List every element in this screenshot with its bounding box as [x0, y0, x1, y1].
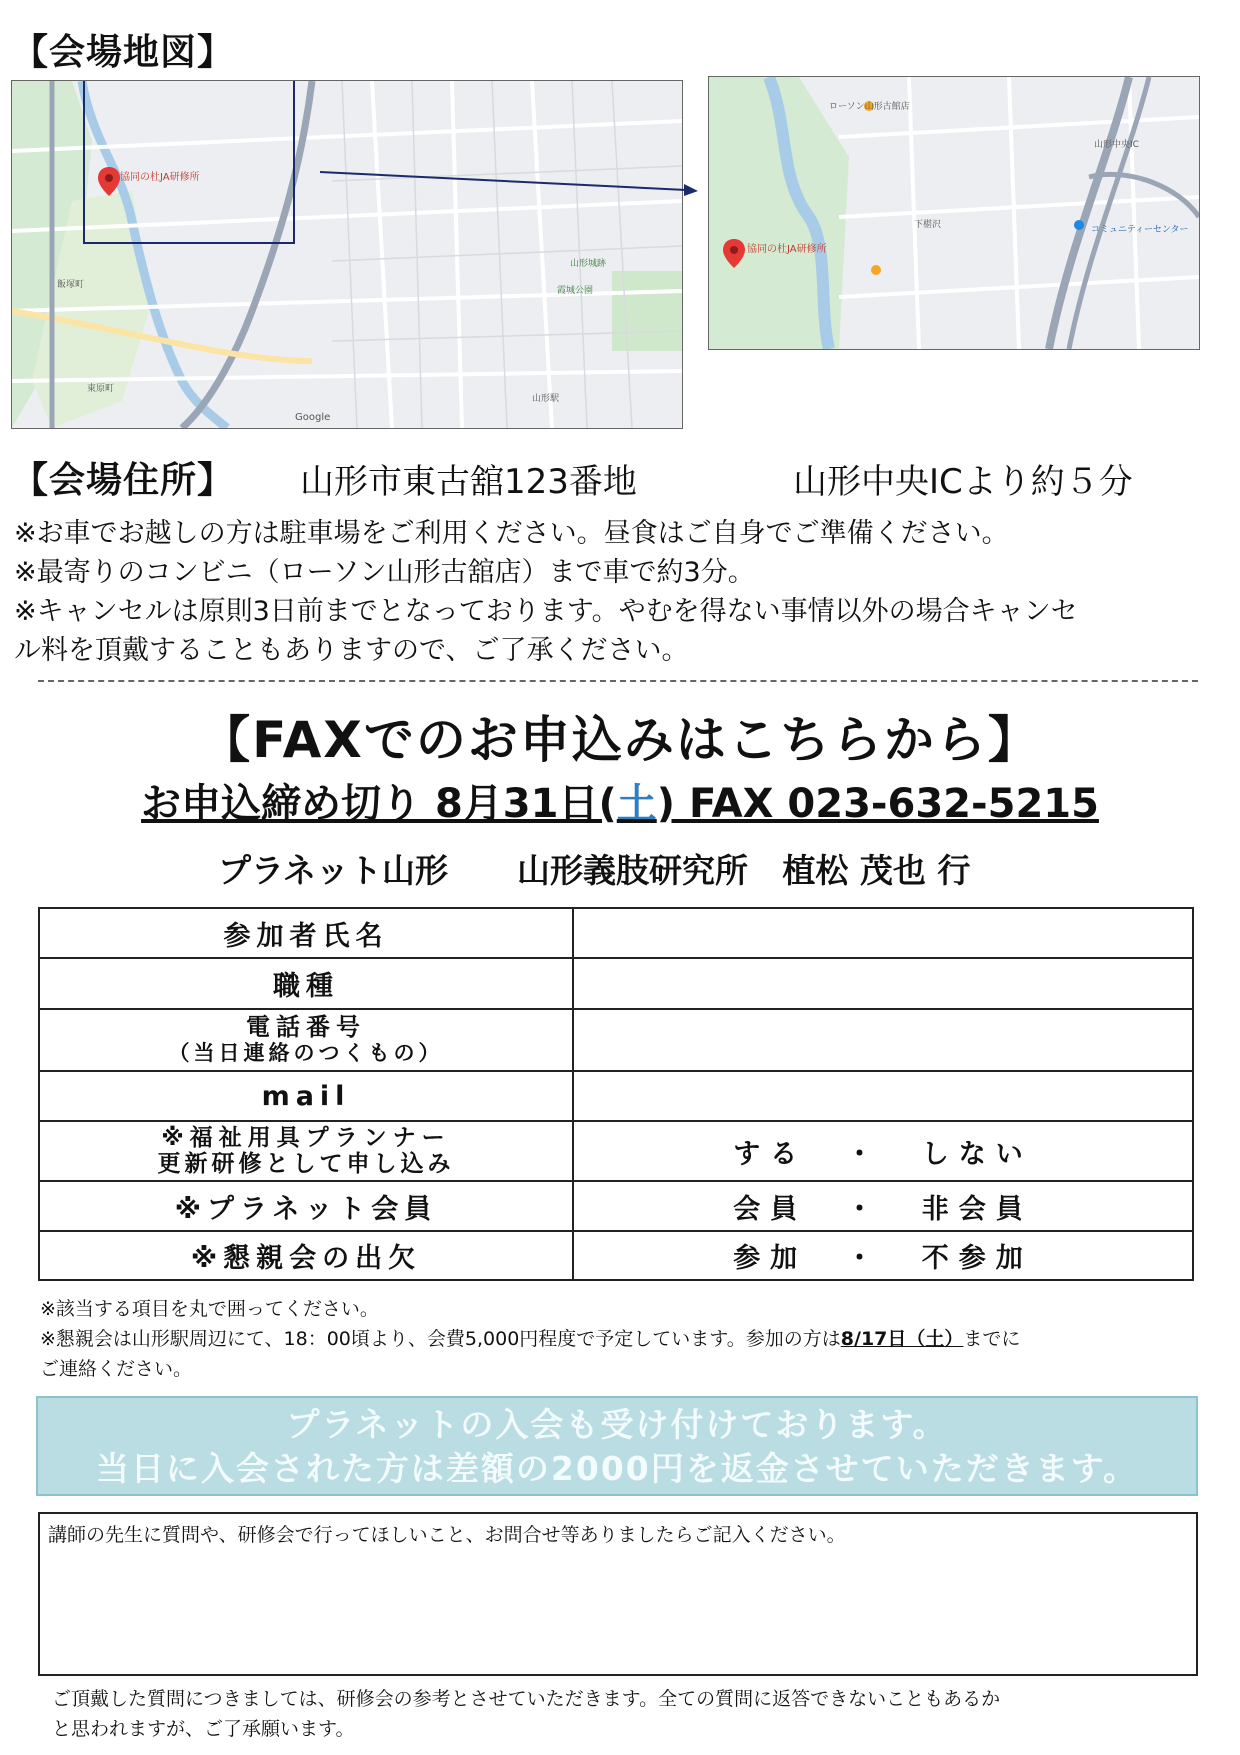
label-member: ※プラネット会員 [39, 1181, 573, 1231]
deadline [141, 781, 1099, 827]
map-detail[interactable] [708, 76, 1200, 350]
form-row-mail [39, 1071, 1193, 1121]
map-detail-place-3: 下椹沢 [914, 220, 942, 230]
label-planner-main: ※福祉用具プランナー [161, 1125, 451, 1151]
notes-block [14, 514, 1078, 670]
form-row-planner [39, 1121, 1193, 1181]
question-prompt: 講師の先生に質問や、研修会で行ってほしいこと、お問合せ等ありましたらご記入ください。 [48, 1524, 846, 1546]
form-note-3: ご連絡ください。 [40, 1358, 193, 1380]
fax-recipient: プラネット山形 山形義肢研究所 植松 茂也 行 [218, 851, 971, 890]
social-options[interactable]: 参加 ・ 不参加 [573, 1231, 1193, 1280]
venue-address: 山形市東古舘123番地 [300, 462, 637, 502]
map-detail-place-4: ローソン山形古館店 [829, 102, 910, 112]
form-note-2-suffix: までに [963, 1328, 1021, 1350]
map-detail-place-1: 山形中央IC [1094, 140, 1139, 150]
footer-line-2: と思われますが、ご了承願います。 [52, 1718, 355, 1740]
map-place-2: 霞城公園 [557, 286, 594, 296]
map-overview[interactable] [11, 80, 683, 429]
deadline-suffix: ) FAX 023-632-5215 [656, 781, 1099, 827]
google-logo: Google [295, 412, 331, 423]
form-row-occupation [39, 958, 1193, 1009]
field-occupation[interactable] [573, 958, 1193, 1009]
label-participant-name: 参加者氏名 [39, 908, 573, 958]
map-detail-place-2: コミュニティーセンター [1091, 225, 1189, 235]
cut-line [38, 680, 1198, 682]
banner-line-2: 当日に入会された方は差額の2000円を返金させていただきます。 [95, 1449, 1139, 1488]
label-social: ※懇親会の出欠 [39, 1231, 573, 1280]
form-note-2 [40, 1324, 1020, 1354]
question-box[interactable] [38, 1512, 1198, 1676]
member-options[interactable]: 会員 ・ 非会員 [573, 1181, 1193, 1231]
form-row-member [39, 1181, 1193, 1231]
label-phone-main: 電話番号 [246, 1013, 366, 1041]
label-occupation: 職種 [39, 958, 573, 1009]
label-mail: mail [39, 1071, 573, 1121]
fax-heading: 【FAXでのお申込みはこちらから】 [200, 711, 1040, 769]
application-form [38, 907, 1194, 1281]
deadline-prefix: お申込締め切り 8月31日( [141, 781, 617, 827]
planner-options[interactable]: する ・ しない [573, 1121, 1193, 1181]
footer-note [52, 1684, 1000, 1744]
form-row-name [39, 908, 1193, 958]
map-detail-graphic [709, 77, 1199, 349]
form-note-2-date: 8/17日（土） [840, 1328, 964, 1350]
note-line: ※キャンセルは原則3日前までとなっております。やむを得ない事情以外の場合キャンセ [14, 596, 1078, 627]
map-place-3: 山形駅 [532, 394, 560, 404]
form-notes [40, 1294, 1020, 1384]
zoom-arrow-icon [320, 160, 700, 200]
map-place-5: 東原町 [87, 384, 115, 394]
deadline-line [0, 772, 1240, 829]
map-heading: 【会場地図】 [12, 32, 235, 73]
form-row-phone [39, 1009, 1193, 1071]
footer-line-1: ご頂戴した質問につきましては、研修会の参考とさせていただきます。全ての質問に返答できないこともあるか [52, 1688, 1001, 1710]
map-detail-pin-label: 協同の杜JA研修所 [747, 244, 827, 255]
address-heading: 【会場住所】 [12, 460, 235, 501]
deadline-day: 土 [616, 781, 657, 827]
label-planner-sub: 更新研修として申し込み [157, 1151, 455, 1177]
form-note-2-prefix: ※懇親会は山形駅周辺にて、18：00頃より、会費5,000円程度で予定しています。参加の方は [40, 1328, 841, 1350]
label-phone-sub: （当日連絡のつくもの） [168, 1041, 444, 1065]
note-line: ※お車でお越しの方は駐車場をご利用ください。昼食はご自身でご準備ください。 [14, 518, 1009, 549]
label-phone [39, 1009, 573, 1071]
banner-line-1: プラネットの入会も受け付けております。 [286, 1405, 948, 1444]
field-phone[interactable] [573, 1009, 1193, 1071]
venue-access: 山形中央ICより約５分 [793, 462, 1133, 502]
note-line: ※最寄りのコンビニ（ローソン山形古舘店）まで車で約3分。 [14, 557, 755, 588]
map-place-1: 山形城跡 [570, 259, 607, 269]
form-note-1: ※該当する項目を丸で囲ってください。 [40, 1298, 379, 1320]
map-overview-graphic [12, 81, 682, 428]
field-participant-name[interactable] [573, 908, 1193, 958]
form-row-social [39, 1231, 1193, 1280]
label-planner [39, 1121, 573, 1181]
membership-banner [36, 1396, 1198, 1496]
field-mail[interactable] [573, 1071, 1193, 1121]
map-overview-pin-label: 協同の杜JA研修所 [120, 172, 200, 183]
map-place-4: 飯塚町 [57, 280, 85, 290]
note-line: ル料を頂戴することもありますので、ご了承ください。 [14, 635, 689, 666]
